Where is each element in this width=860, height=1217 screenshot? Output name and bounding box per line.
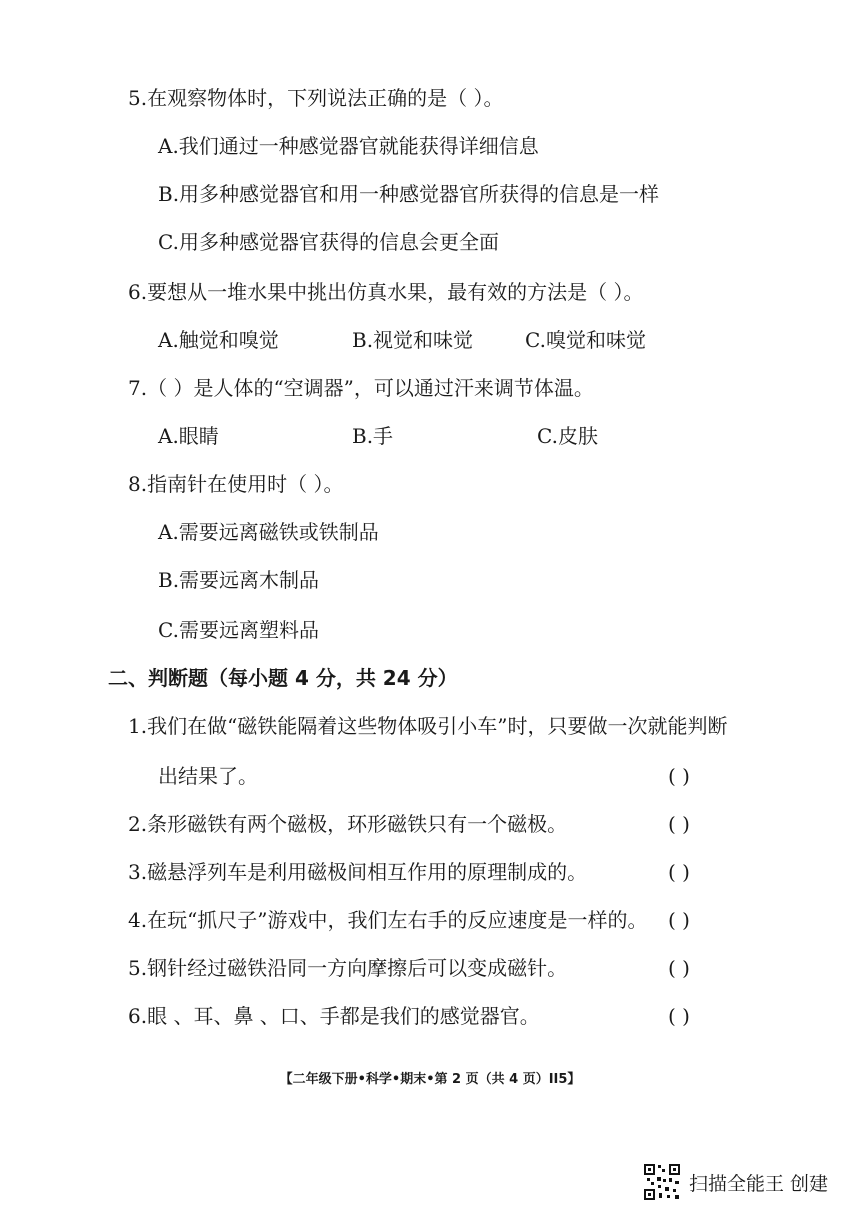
question-6-option-a: A.触觉和嗅觉 [158,328,279,352]
question-6-option-c: C.嗅觉和味觉 [525,328,646,352]
page-footer: 【二年级下册•科学•期末•第 2 页（共 4 页）II5】 [279,1072,581,1087]
question-7-option-b: B.手 [352,424,394,448]
judge-1-line1: 1.我们在做“磁铁能隔着这些物体吸引小车”时，只要做一次就能判断 [128,714,728,738]
question-7-option-c: C.皮肤 [537,424,598,448]
question-6-stem: 6.要想从一堆水果中挑出仿真水果，最有效的方法是（ ）。 [128,280,644,304]
judge-3: 3.磁悬浮列车是利用磁极间相互作用的原理制成的。 [128,860,588,884]
question-5-option-a: A.我们通过一种感觉器官就能获得详细信息 [158,134,539,158]
qr-code-icon [643,1163,681,1201]
question-8-option-a: A.需要远离磁铁或铁制品 [158,520,379,544]
question-8-stem: 8.指南针在使用时（ ）。 [128,472,344,496]
question-8-option-c: C.需要远离塑料品 [158,618,319,642]
judge-1-answer-blank[interactable]: ( ) [668,764,690,788]
judge-4: 4.在玩“抓尺子”游戏中，我们左右手的反应速度是一样的。 [128,908,648,932]
judge-5: 5.钢针经过磁铁沿同一方向摩擦后可以变成磁针。 [128,956,568,980]
judge-2-answer-blank[interactable]: ( ) [668,812,690,836]
judge-3-answer-blank[interactable]: ( ) [668,860,690,884]
judge-1-line2: 出结果了。 [158,764,258,788]
question-7-stem: 7.（ ）是人体的“空调器”，可以通过汗来调节体温。 [128,376,594,400]
judge-6-answer-blank[interactable]: ( ) [668,1004,690,1028]
question-7-option-a: A.眼睛 [158,424,219,448]
question-8-option-b: B.需要远离木制品 [158,568,320,592]
judge-4-answer-blank[interactable]: ( ) [668,908,690,932]
watermark-text: 扫描全能王 创建 [689,1172,829,1195]
question-5-option-b: B.用多种感觉器官和用一种感觉器官所获得的信息是一样 [158,182,660,206]
judge-2: 2.条形磁铁有两个磁极，环形磁铁只有一个磁极。 [128,812,568,836]
question-5-stem: 5.在观察物体时，下列说法正确的是（ ）。 [128,86,504,110]
judge-5-answer-blank[interactable]: ( ) [668,956,690,980]
scanner-watermark [643,1162,828,1202]
section-2-title: 二、判断题（每小题 4 分，共 24 分） [108,666,458,690]
judge-6: 6.眼 、耳、鼻 、口、手都是我们的感觉器官。 [128,1004,540,1028]
question-6-option-b: B.视觉和味觉 [352,328,474,352]
question-5-option-c: C.用多种感觉器官获得的信息会更全面 [158,230,499,254]
